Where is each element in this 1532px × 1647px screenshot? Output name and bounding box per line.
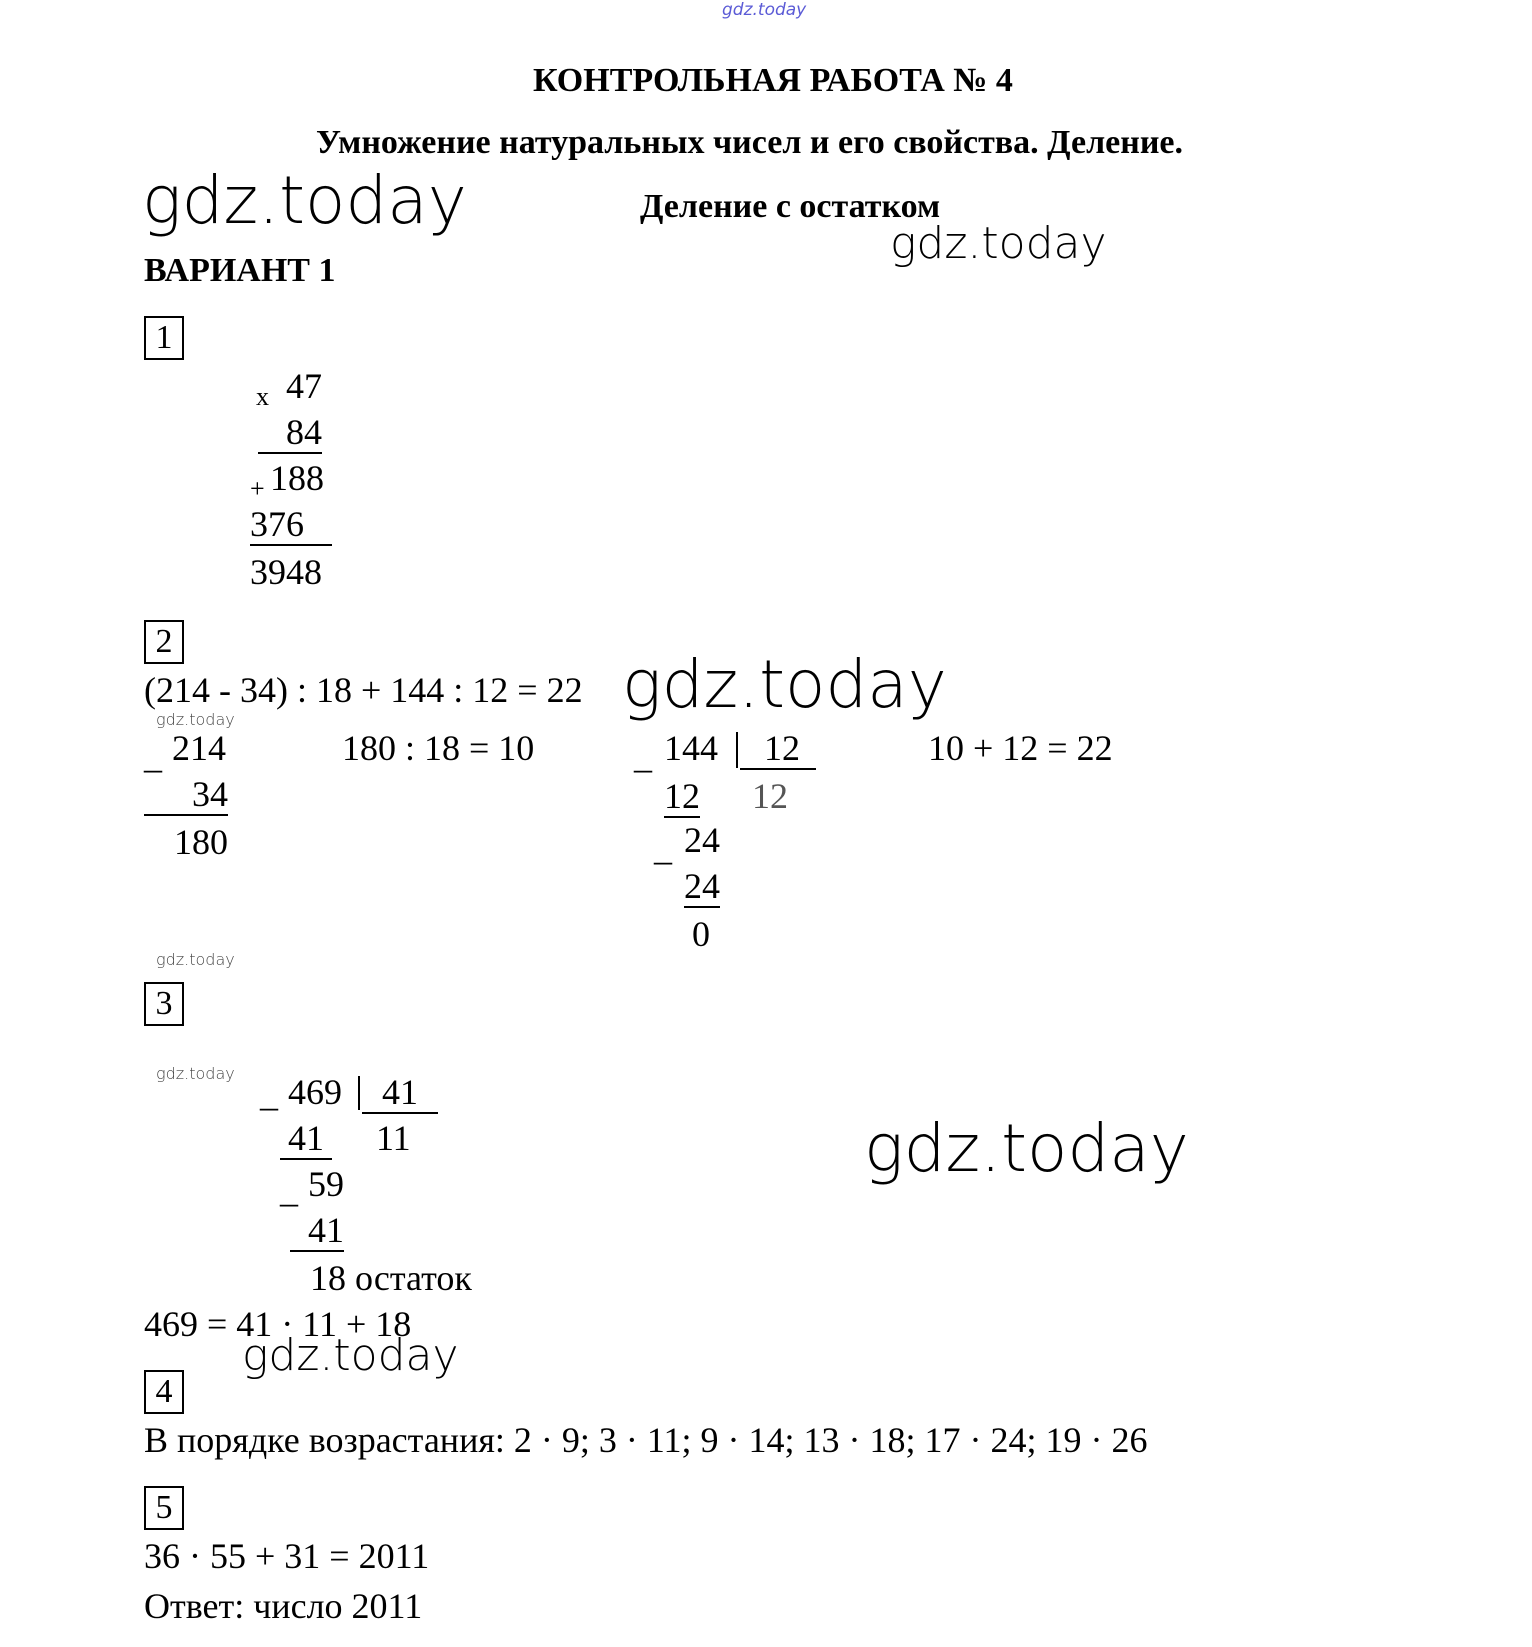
longdiv-remainder: 0	[692, 914, 710, 954]
task5-answer: Ответ: число 2011	[144, 1586, 423, 1626]
task3-step-3: 41	[290, 1212, 344, 1252]
longdiv-dividend: 144	[664, 728, 718, 768]
longdiv-minus-2: _	[654, 828, 672, 868]
sub-sign: _	[144, 736, 162, 776]
longdiv-step-2: 24	[684, 820, 720, 860]
page-subtitle: Умножение натуральных чисел и его свойства. Деление.	[316, 124, 1183, 161]
add-sign: +	[250, 474, 265, 503]
task2-expression: (214 - 34) : 18 + 144 : 12 = 22	[144, 670, 583, 710]
task3-step-2: 59	[308, 1164, 344, 1204]
factor-1: 47	[286, 366, 322, 406]
task4-text: В порядке возрастания: 2 · 9; 3 · 11; 9 · 14; 13 · 18; 17 · 24; 19 · 26	[144, 1420, 1148, 1460]
watermark-small-3: gdz.today	[156, 1064, 235, 1083]
sub-subtrahend: 34	[144, 776, 228, 816]
longdiv-sign: _	[634, 736, 652, 776]
topic-title: Деление с остатком	[640, 188, 941, 225]
multiply-sign: x	[256, 382, 269, 411]
division-1: 180 : 18 = 10	[342, 728, 535, 768]
longdiv-divisor: 12	[740, 730, 816, 770]
variant-title: ВАРИАНТ 1	[144, 252, 336, 289]
watermark-5: gdz.today	[242, 1330, 459, 1381]
task-number-3: 3	[144, 982, 184, 1026]
longdiv-quotient: 12	[752, 776, 788, 816]
task-number-1: 1	[144, 316, 184, 360]
longdiv-step-3: 24	[684, 866, 720, 906]
watermark-small-2: gdz.today	[156, 950, 235, 969]
task2-sum: 10 + 12 = 22	[928, 728, 1113, 768]
task5-expression: 36 · 55 + 31 = 2011	[144, 1536, 430, 1576]
sub-minuend: 214	[172, 728, 226, 768]
partial-1: 188	[270, 458, 324, 498]
sub-result: 180	[174, 822, 228, 862]
watermark-1: gdz.today	[142, 162, 467, 239]
product: 3948	[250, 552, 322, 592]
watermark-small-1: gdz.today	[156, 710, 235, 729]
watermark-top: gdz.today	[722, 0, 807, 20]
longdiv-bar	[736, 732, 738, 768]
watermark-4: gdz.today	[864, 1110, 1189, 1187]
task3-quotient: 11	[376, 1118, 411, 1158]
task3-bar	[358, 1076, 360, 1110]
task-number-4: 4	[144, 1370, 184, 1414]
task3-dividend: 469	[288, 1072, 342, 1112]
task3-remainder: 18 остаток	[310, 1258, 472, 1298]
task3-check: 469 = 41 · 11 + 18	[144, 1304, 412, 1344]
task3-sign-1: _	[260, 1074, 278, 1114]
watermark-2: gdz.today	[890, 218, 1107, 269]
partial-2: 376	[250, 506, 332, 546]
watermark-3: gdz.today	[622, 646, 947, 723]
task3-step-1: 41	[280, 1120, 332, 1160]
task-number-2: 2	[144, 620, 184, 664]
page-title: КОНТРОЛЬНАЯ РАБОТА № 4	[533, 62, 1013, 99]
longdiv-step-1: 12	[664, 776, 700, 816]
task3-divisor: 41	[362, 1074, 438, 1114]
task3-sign-2: _	[280, 1170, 298, 1210]
task-number-5: 5	[144, 1486, 184, 1530]
factor-2: 84	[258, 414, 322, 454]
